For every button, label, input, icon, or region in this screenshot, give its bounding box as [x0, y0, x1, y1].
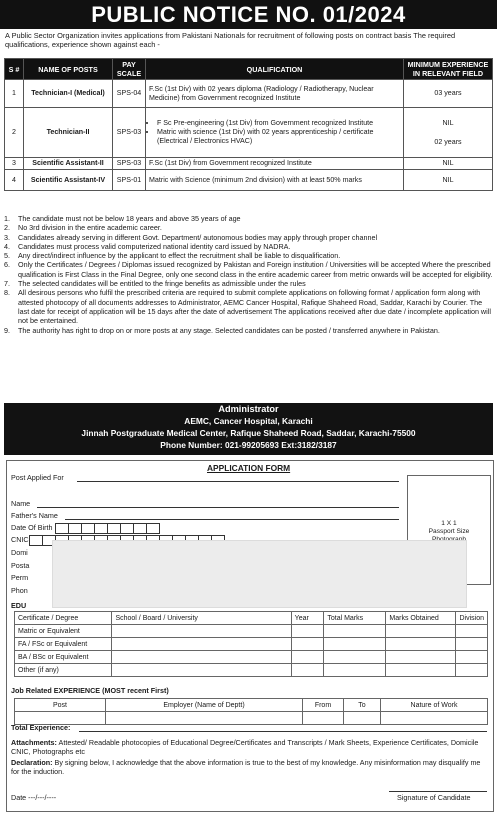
table-row	[5, 80, 493, 108]
signature-line[interactable]	[389, 791, 487, 792]
row-qual: Matric with Science (minimum 2nd division) with at least 50% marks	[146, 170, 404, 191]
form-title: APPLICATION FORM	[207, 463, 291, 473]
intro-text: A Public Sector Organization invites applications from Pakistani Nationals for recruitment of following posts on contract basis The required qualifications, experience shown against each -	[5, 31, 456, 49]
declaration-note: Declaration: By signing below, I acknowledge that the above information is true to the best of my knowledge. Any misinformation may disqualify me for the induction.	[11, 758, 481, 777]
list-item: 5. Any direct/indirect influence by the applicant to effect the recruitment shall be liable to disqualification.	[4, 251, 341, 261]
row-exp: 03 years	[404, 80, 493, 108]
col-qual: QUALIFICATION	[146, 59, 404, 80]
admin-line-2: Jinnah Postgraduate Medical Center, Rafique Shaheed Road, Saddar, Karachi-75500	[81, 428, 416, 438]
col-scale: PAY SCALE	[113, 59, 146, 80]
table-row[interactable]: FA / FSc or Equivalent	[15, 638, 488, 651]
list-item: 9. The authority has right to drop on or more posts at any stage. Selected candidates can be posted / transferred anywhere in Pakistan.	[4, 325, 440, 335]
list-item: 2. No 3rd division in the entire academic career.	[4, 223, 162, 233]
redacted-area	[52, 540, 467, 608]
list-item: 4. Candidates must process valid computerized national identity card issued by NADRA.	[4, 241, 291, 251]
admin-phone: Phone Number: 021-99205693 Ext:3182/3187	[160, 440, 337, 450]
label-permanent-address: Perm	[11, 573, 29, 582]
exp-item: 02 years	[434, 137, 462, 146]
list-item: 6. Only the Certificates / Degrees / Diplomas issued recognized by Pakistan and Foreign institution / Universities will be accepted Where the prescribed qualification is First Class in the Final Degree, only one second class in the entire academic career from metric onwards will be accepted for eligibility.	[4, 260, 493, 279]
admin-contact-block	[4, 403, 493, 455]
row-sno: 2	[5, 108, 24, 158]
conditions-list	[4, 214, 493, 335]
attachments-note: Attachments: Attested/ Readable photocopies of Educational Degree/Certificates and Transcripts / Mark Sheets, Experience Certificates, Domicile CNIC, Photographs etc	[11, 738, 479, 757]
list-item: 7. The selected candidates will be entitled to the fringe benefits as admissible under the rules	[4, 279, 306, 289]
row-post-name: Technician-I (Medical)	[24, 80, 113, 108]
row-exp: NIL	[404, 158, 493, 170]
date-field[interactable]: Date ---/---/----	[11, 793, 57, 802]
label-education: EDU	[11, 601, 27, 610]
col-name: NAME OF POSTS	[24, 59, 113, 80]
label-cnic: CNIC	[11, 535, 29, 544]
label-name: Name	[11, 499, 31, 508]
row-qual: F.Sc (1st Div) from Government recognized Institute	[146, 158, 404, 170]
admin-title: Administrator	[218, 404, 279, 414]
experience-header: Post Employer (Name of Deptt) From To Nature of Work	[15, 699, 488, 712]
table-row	[5, 170, 493, 191]
row-scale: SPS-04	[113, 80, 146, 108]
notice-title: PUBLIC NOTICE NO. 01/2024	[0, 0, 497, 29]
total-experience-field[interactable]	[79, 731, 487, 732]
col-exp: MINIMUM EXPERIENCE IN RELEVANT FIELD	[404, 59, 493, 80]
list-item: 8. All desirous persons who fulfil the prescribed criteria are required to submit complete applications on following format / application form along with attested photocopy of all documents addresses to Administrator, AEMC Cancer Hospital, Rafique Shaheed Road, Saddar, Karachi by Courier. The last date for receipt of application will be 15 days after the date of advertisement The applications received after due date / incomplete application will not be entertained.	[4, 288, 491, 326]
exp-item: NIL	[442, 118, 454, 127]
signature-label: Signature of Candidate	[397, 793, 471, 802]
father-name-field[interactable]	[65, 519, 399, 520]
label-post-applied: Post Applied For	[11, 473, 64, 482]
label-postal-address: Posta	[11, 561, 30, 570]
table-row[interactable]: Matric or Equivalent	[15, 625, 488, 638]
row-scale: SPS-01	[113, 170, 146, 191]
education-header: Certificate / Degree School / Board / University Year Total Marks Marks Obtained Division	[15, 612, 488, 625]
row-post-name: Scientific Assistant-IV	[24, 170, 113, 191]
qual-item: • F Sc Pre-engineering (1st Div) from Government recognized Institute	[157, 119, 400, 128]
qual-item: • Matric with science (1st Div) with 02 years apprenticeship / certificate (Electrical / Electronics HVAC)	[157, 128, 400, 146]
table-row[interactable]	[15, 712, 488, 725]
row-qual	[146, 108, 404, 158]
table-row	[5, 158, 493, 170]
row-post-name: Scientific Assistant-II	[24, 158, 113, 170]
label-phone: Phon	[11, 586, 28, 595]
post-applied-field[interactable]	[77, 481, 399, 482]
dob-boxes[interactable]	[55, 523, 159, 534]
label-domicile: Domi	[11, 548, 28, 557]
row-exp	[404, 108, 493, 158]
admin-line-1: AEMC, Cancer Hospital, Karachi	[184, 416, 313, 426]
application-form	[6, 460, 494, 812]
table-row[interactable]: Other (if any)	[15, 664, 488, 677]
row-qual: F.Sc (1st Div) with 02 years diploma (Radiology / Radiotherapy, Nuclear Medicine) from Government recognized Institute	[146, 80, 404, 108]
row-exp: NIL	[404, 170, 493, 191]
label-father-name: Father's Name	[11, 511, 58, 520]
row-scale: SPS-03	[113, 158, 146, 170]
label-dob: Date Of Birth	[11, 523, 53, 532]
list-item: 1. The candidate must not be below 18 years and above 35 years of age	[4, 214, 241, 223]
table-row	[5, 108, 493, 158]
posts-table	[4, 58, 493, 191]
row-sno: 1	[5, 80, 24, 108]
experience-table	[14, 698, 488, 725]
name-field[interactable]	[37, 507, 399, 508]
experience-title: Job Related EXPERIENCE (MOST recent First)	[11, 686, 169, 695]
education-table	[14, 611, 488, 677]
col-sno: S #	[5, 59, 24, 80]
row-sno: 3	[5, 158, 24, 170]
row-scale: SPS-03	[113, 108, 146, 158]
row-post-name: Technician-II	[24, 108, 113, 158]
photo-box: 1 X 1 Passport Size	[407, 475, 491, 585]
total-experience-label: Total Experience:	[11, 723, 71, 732]
table-row[interactable]: BA / BSc or Equivalent	[15, 651, 488, 664]
posts-table-header	[5, 59, 493, 80]
list-item: 3. Candidates already serving in different Govt. Department/ autonomous bodies may apply through proper channel	[4, 232, 378, 242]
row-sno: 4	[5, 170, 24, 191]
